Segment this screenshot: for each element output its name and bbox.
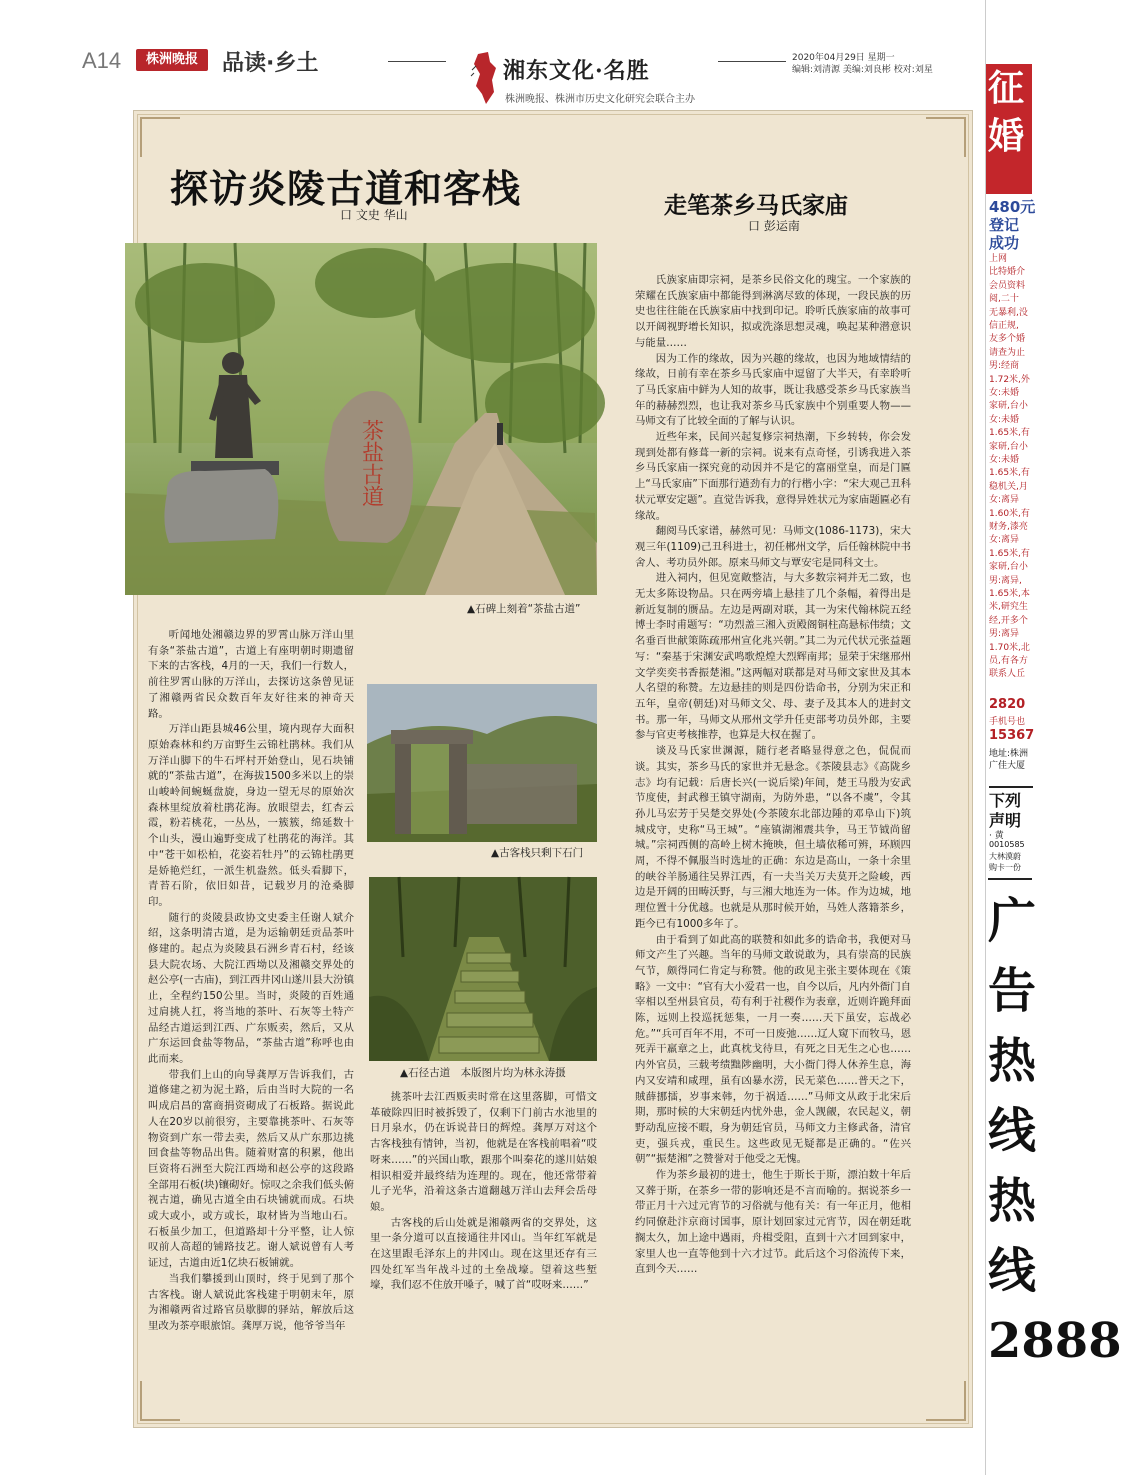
article2-byline: 口 彭运南 [748, 219, 800, 233]
section-title: 品读·乡土 [222, 51, 319, 76]
paragraph: 听闻地处湘赣边界的罗霄山脉万洋山里有条“茶盐古道”，古道上有座明朝时期遗留下来的古客栈，4月的一天，我们一行数人，前往罗霄山脉的万洋山，去探访这条曾见证了湘赣两省民众数百年友好往来的神奇天路。 [148, 629, 354, 720]
ad-listing-line: 1.65米,有 [989, 428, 1030, 439]
article2-column [635, 273, 911, 1389]
adjacent-ad-strip [985, 0, 1122, 1475]
ad-listing-line: 联系人丘 [989, 669, 1026, 680]
paragraph: 进入祠内，但见宽敞整洁，与大多数宗祠并无二致，也无太多陈设物品。只在两旁墙上悬挂了几个条幅，着得出是新近复制的赝品。左边是两副对联，其一为宋代翰林院五经博士李时甫题写：“功烈盖三湘入贡殿阁铜柱高悬标伟绩；文名垂百世献策陈疏邢州宣化兆兴朝。”其二为元代状元张益题写：“秦基于宋渊安武鸣歌煌煌大烈辉南邦；显荣于宋继邢州文学奕奕书香振楚湘。”这两幅对联都是对马师文家世及其本人名望的称赞。左边悬挂的则是四份诰命书，分别为宋正和五年，皇帝(朝廷)对马师文父、母、妻子及其本人的进封文书。那一年，马师文从邢州文学升任吏部考功员外郎，主要参与官吏考核推荐，也算是大权在握了。 [635, 572, 911, 742]
issue-meta [792, 52, 967, 76]
ad-listing-line: 请查为止 [989, 347, 1026, 358]
paragraph: 万洋山距县城46公里，境内现存大面积原始森林和约万亩野生云锦杜鹃林。我们从万洋山脚下的牛石坪村开始登山，见石块铺就的“茶盐古道”，在海拔1500多米以上的崇山峻岭间蜿蜒盘旋，身边一望无尽的原始次森林里绽放着杜鹃花海。放眼望去，红杏云霞，粉若桃花，一丛丛，一簇簇，绵延数十个山头，漫山遍野变成了杜鹃花的海洋。其中“苍干如松柏，花姿若牡丹”的云锦杜鹃更是娇艳烂红，一派生机盎然。低头看脚下，青苔石阶，依旧如昔，记载岁月的沧桑脚印。 [148, 723, 354, 908]
ad-listing-line: 男:离异 [989, 629, 1020, 640]
ad-listing-line: 员,有各方 [989, 656, 1028, 666]
ad-success: 成功 [989, 234, 1020, 252]
header-rule-right [718, 61, 786, 62]
ad-listing-line: 阅,二十 [989, 294, 1019, 305]
notice-title: 下列 [989, 786, 1033, 811]
ad-listing-line: 家研,台小 [989, 401, 1028, 412]
ad-address2: 广佳大厦 [989, 761, 1026, 771]
paragraph: 氏族家庙即宗祠，是茶乡民俗文化的瑰宝。一个家族的荣耀在氏族家庙中都能得到淋漓尽致的体现，一段民族的历史也往往能在氏族家庙中找到印记。聆听氏族家庙的故事可以开阔视野增长知识，拟或洗涤思想灵魂，唤起某种潜意识与能量…… [635, 274, 911, 349]
paragraph: 由于看到了如此高的联赞和如此多的诰命书，我便对马师文产生了兴趣。当年的马师文敢说敢为，具有崇高的民族气节，颇得同仁肯定与称赞。他的政见主张主要体现在《策略》一文中：“官有大小爱君一也，自今以后，凡内外衙门自宰相以至州县官员，苟有利于社稷作为表章，近则许跪拜面陈，远则上投巡抚惩集，一月一奏……天下虽安，忘战必危。”“兵可百年不用，不可一日废弛……辽人窥下而牧马，恩死弄干羸章之上，此真枕戈待旦，有死之日无生之心也……内外官员，三载考绩黜陟幽明，大小衙门得人休养生息，海内又安靖和咸理，虽有凶暴水涝，民无菜色……普天之下，賊薛挪擂，岁事来韩，勿于祸适……”马师文从政于北宋后期，那时候的大宋朝廷内忧外患，金人觊觎，农民起义，朝野动乱应接不暇，身为朝廷官员，马师文力主修武备，清官吏，强兵戎，重民生。这些政见无疑都是正确的。“佐兴朝”“振楚湘”之赞誉对于他受之无愧。 [635, 933, 911, 1166]
paragraph: 翻阅马氏家谱，赫然可见：马师文(1086-1173)，宋大观三年(1109)己丑科进士，初任郴州文学，后任翰林院中书舍人、考功员外郎。原来马师文与覃安宅是同科文士。 [635, 525, 911, 569]
paragraph: 因为工作的缘故，因为兴趣的缘故，也因为地域情结的缘故，日前有幸在茶乡马氏家庙中逗留了大半天，有幸聆听了马氏家庙中鲜为人知的故事，既让我感受茶乡马氏家族当年的赫赫烈烈，也让我对茶乡马氏家族中个别重要人物——马师文有了比较全面的了解与认识。 [635, 352, 911, 428]
ad-listing-line: 女:离异 [989, 495, 1020, 506]
ad-listing-line: 家研,台小 [989, 562, 1028, 573]
column-subtitle: 株洲晚报、株洲市历史文化研究会联合主办 [505, 94, 695, 105]
photo-main-caption: ▲石碑上刻着“茶盐古道” [467, 603, 581, 615]
ad-listing-line: 1.60米,有 [989, 508, 1030, 519]
article1-column1 [148, 628, 354, 1388]
ad-listing-line: 米,研究生 [989, 602, 1028, 613]
stone-inscription: 茶盐古道 [358, 419, 384, 507]
ad-phone-label: 手机号也 [989, 717, 1026, 727]
column-title: 湘东文化·名胜 [503, 58, 650, 84]
ad-listing-line: 信正规, [989, 321, 1019, 331]
corner-ornament [926, 1381, 966, 1421]
ad-listing-line: 比特婚介 [989, 267, 1026, 278]
brand-logo: 株洲晚报 [136, 49, 208, 71]
ad-listing-line: 上网 [989, 254, 1008, 264]
paragraph: 谈及马氏家世渊源，随行老者略显得意之色，侃侃而谈。其实，茶乡马氏的家世并无悬念。《茶陵县志》《高陇乡志》均有记载：后唐长兴(一说后梁)年间，楚王马殷为安武节度使，封武穆王镇守湖南，为防外患，“以各不虞”，令其孙儿马宏芳于吴楚交界处(今茶陵东北部边陲的邓阜山下)筑城戍守，史称“马王城”。“座镇湖湘震共争，马王节钺尚留城。”宗祠西侧的高岭上树木掩映，但土墙依稀可辨，环顾四周，不得不佩服当时选址的正确：东边是高山，一条十余里的峡谷羊肠通往吴界江西，有一夫当关万夫莫开之险峻，西边是开阔的田畴沃野，与三湘大地连为一体。作为边城，地理位置十分优越。也就是从那时候开始，马姓人落籍茶乡，距今已有1000多年了。 [635, 745, 911, 930]
article1-title: 探访炎陵古道和客栈 [170, 166, 522, 211]
ad-listing-line: 女:未婚 [989, 414, 1020, 425]
ad-headline: 征婚 [986, 64, 1032, 194]
ad-phone2: 15367 [989, 728, 1035, 743]
ad-listing-line: 1.65米,有 [989, 468, 1030, 479]
paragraph: 近些年来，民间兴起复修宗祠热潮，下乡转转，你会发现到处都有修葺一新的宗祠。说来有点奇怪，引诱我进入茶乡马氏家庙一探究竟的动因并不是它的富丽堂皇，而是门匾上“马氏家庙”下面那行遒劲有力的行楷小字：“宋大观己丑科状元覃安定题”。直觉告诉我，意得异姓状元为家庙题匾必有缘故。 [635, 431, 911, 522]
paragraph: 当我们攀援到山顶时，终于见到了那个古客栈。谢人斌说此客栈建于明朝末年，原为湘赣两省过路官员歇脚的驿站，解放后这里改为茶亭眼旅馆。龚厚万说，他爷爷当年 [148, 1272, 354, 1332]
page-number: A14 [82, 48, 122, 73]
ad-listing-line: 1.72米,外 [989, 374, 1030, 385]
ad-listing-line: 女:离异 [989, 535, 1020, 546]
paragraph: 挑茶叶去江西贩卖时常在这里落脚，可惜文革破除四旧时被拆毁了，仅剩下门前古水池里的日月泉水，仍在诉说昔日的辉煌。龚厚万对这个古客栈独有情钟，当初，他就是在客栈前唱着“哎呀来……”的兴国山歌，跟那个叫秦花的遂川姑娘相识相爱并最终结为连理的。现在，他还常带着儿子光华，沿着这条古道翻越万洋山去拜会岳母娘。 [370, 1091, 597, 1213]
issue-date: 2020年04月29日 星期一 [792, 53, 895, 63]
corner-ornament [926, 117, 966, 157]
ad-listing-line: 女:未婚 [989, 388, 1020, 398]
article1-column2 [370, 1090, 597, 1390]
ad-listing-line: 经,开多个 [989, 615, 1028, 626]
ad-listing-line: 1.65米,本 [989, 589, 1030, 599]
issue-editors: 编辑:刘清源 美编:刘良彬 校对:刘星 [792, 65, 933, 75]
photo-stone-tablet [125, 243, 597, 595]
ad-listing-line: 男:离异, [989, 575, 1022, 586]
ad-listing-line: 无暴利,没 [989, 307, 1028, 318]
ad-listing-line: 1.65米,有 [989, 548, 1030, 559]
ad-hotline: 广告热线热线2888 [988, 878, 1032, 1443]
ad-listing-line: 女:未婚 [989, 455, 1020, 465]
ad-listing-line: 稳机关,月 [989, 481, 1028, 492]
photo-inn-gate [367, 684, 597, 842]
paragraph: 带我们上山的向导龚厚万告诉我们，古道修建之初为泥土路，后由当时大院的一名叫成启昌的富商捐资砌成了石板路。据说此人在20岁以前很穷，主要靠挑茶叶、石灰等物资到广东一带去卖，然后又从广东那边挑回食盐等物品出售。随着财富的积累，他出巨资将石洲至大院江西坳和赵公亭的这段路全部用石板(块)镶砌好。惊叹之余我们低头俯视古道，确见古道全由石块铺就而成。石块或大或小，或方或长，取材皆为当地山石。石板虽少加工，但道路却十分平整，让人惊叹前人高超的铺路技艺。谢人斌说曾有人考证过，古道由近1亿块石板铺就。 [148, 1068, 354, 1270]
notice-line: 购卡一份 [989, 863, 1021, 872]
ad-listing-line: 家研,台小 [989, 441, 1028, 452]
hunan-map-icon [470, 50, 498, 106]
ad-listing-line: 友多个婚 [989, 334, 1026, 345]
header-rule-left [388, 61, 446, 62]
page-header [0, 0, 985, 110]
ad-register: 登记 [989, 216, 1020, 234]
article1-byline: 口 文史 华山 [340, 208, 408, 222]
ad-listing-line: 1.70米,北 [989, 642, 1030, 653]
notice-sub: · 黄 [989, 831, 1004, 841]
notice-line: 大林漠蔚 [989, 852, 1021, 861]
photo3-caption: ▲石径古道 本版图片均为林永涛摄 [400, 1067, 566, 1079]
photo-stone-path [369, 877, 597, 1061]
ad-address1: 地址:株洲 [989, 749, 1029, 759]
paragraph: 古客栈的后山处就是湘赣两省的交界处，这里一条分道可以直接通往井冈山。当年红军就是在这里跟毛泽东上的井冈山。现在这里还存有三四处红军当年战斗过的土垒战壕。望着这些堑壕，我们忍不住放开嗓子，喊了首“哎呀来……” [370, 1216, 597, 1292]
paragraph: 作为茶乡最初的进士，他生于斯长于斯，漂泊数十年后又葬于斯，在茶乡一带的影响还是不言而喻的。据说茶乡一带正月十六过元宵节的习俗就与他有关：有一年正月，他相约同僚赴汴京商讨国事，原计划回家过元宵节，因在朝廷耽搁太久，加上途中遇雨，舟楫受阻，直到十六才回到家中，家里人也一直等他到十六才过节。此后这个习俗流传下来，直到今天…… [635, 1169, 911, 1276]
paragraph: 随行的炎陵县政协文史委主任谢人斌介绍，这条明清古道，是为运输朝廷贡品茶叶修建的。起点为炎陵县石洲乡青石村，经该县大院农场、大院江西坳以及湘赣交界处的赵公亭(一古庙)，到江西井冈山遂川县大汾镇止，全程约150公里。当时，炎陵的百姓通过肩挑人扛，将当地的茶叶、石灰等土特产品经古道运到江西、广东贩卖，然后，又从广东运回食盐等物品，“茶盐古道”称呼也由此而来。 [148, 911, 354, 1065]
ad-phone1: 2820 [989, 697, 1026, 712]
corner-ornament [140, 117, 180, 157]
ad-price: 480元 [989, 198, 1036, 216]
notice-line: 0010585 [989, 840, 1025, 849]
ad-listing-line: 财务,漆亮 [989, 522, 1028, 532]
photo2-caption: ▲古客栈只剩下石门 [491, 847, 584, 859]
notice-title2: 声明 [989, 811, 1022, 830]
ad-listing-line: 男:经商 [989, 361, 1020, 372]
article2-title: 走笔茶乡马氏家庙 [664, 192, 848, 219]
ad-listing-line: 会员资料 [989, 280, 1026, 291]
